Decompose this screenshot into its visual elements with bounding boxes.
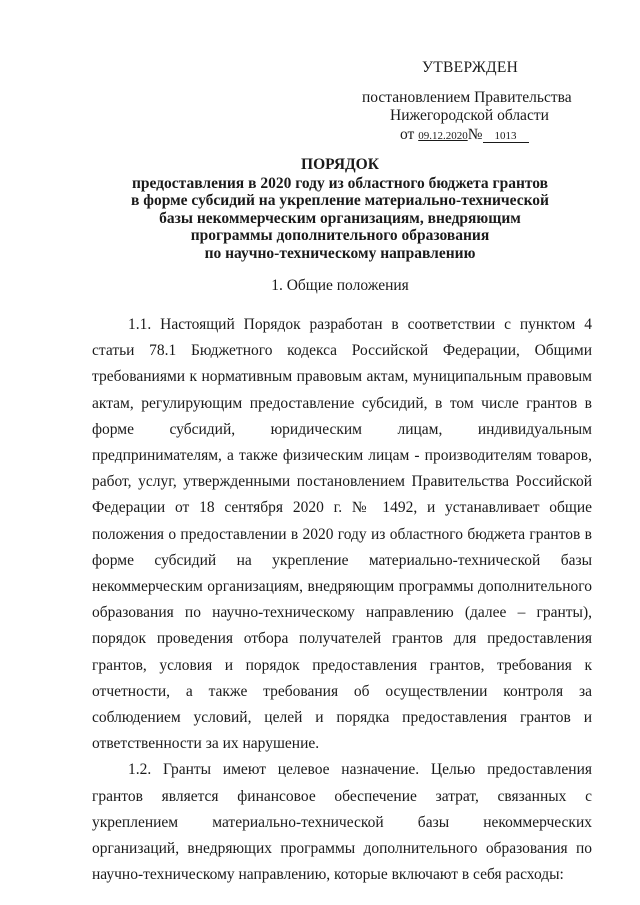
approval-authority: постановлением Правительства bbox=[362, 89, 572, 106]
section-heading: 1. Общие положения bbox=[271, 277, 409, 294]
title-line: в форме субсидий на укрепление материально-технической bbox=[131, 192, 549, 209]
paragraph-1-1: 1.1. Настоящий Порядок разработан в соответствии с пунктом 4 статьи 78.1 Бюджетного кодекса Российской Федерации, Общими требованиями к нормативным правовым актам, муниципальным правовым актам, регулирующим предоставление субсидий, в том числе грантов в форме субсидий, юридическим лицам, индивидуальным предпринимателям, а также физическим лицам - производителям товаров, работ, услуг, утвержденными постановлением Правительства Российской Федерации от 18 сентября 2020 г. № 1492, и устанавливает общие положения о предоставлении в 2020 году из областного бюджета грантов в форме субсидий на укрепление материально-технической базы некоммерческим организациям, внедряющим программы дополнительного образования по научно-техническому направлению (далее – гранты), порядок проведения отбора получателей грантов для предоставления грантов, условия и порядок предоставления грантов, требования к отчетности, а также требования об осуществлении контроля за соблюдением условий, целей и порядка предоставления грантов и ответственности за их нарушение. bbox=[92, 316, 592, 753]
title-line: по научно-техническому направлению bbox=[204, 244, 476, 262]
approval-number: 1013 bbox=[483, 130, 529, 143]
approval-stamp: УТВЕРЖДЕН bbox=[422, 59, 519, 76]
title-main: ПОРЯДОК bbox=[301, 156, 379, 173]
approval-date: 09.12.2020 bbox=[418, 130, 468, 142]
title-line: предоставления в 2020 году из областного бюджета грантов bbox=[131, 174, 549, 192]
title-line: программы дополнительного образования bbox=[190, 227, 490, 244]
document-body bbox=[92, 312, 592, 888]
approval-date-number bbox=[400, 125, 529, 146]
title-line: базы некоммерческим организациям, внедряющим bbox=[159, 209, 521, 227]
document-title bbox=[100, 156, 580, 262]
paragraph-1-2: 1.2. Гранты имеют целевое назначение. Целью предоставления грантов является финансовое обеспечение затрат, связанных с укреплением материально-технической базы некоммерческих организаций, внедряющих программы дополнительного образования по научно-техническому направлению, которые включают в себя расходы: bbox=[92, 761, 592, 884]
approval-from-prefix: от bbox=[400, 126, 415, 143]
approval-region: Нижегородской области bbox=[390, 107, 549, 124]
approval-number-sign: № bbox=[467, 126, 483, 143]
